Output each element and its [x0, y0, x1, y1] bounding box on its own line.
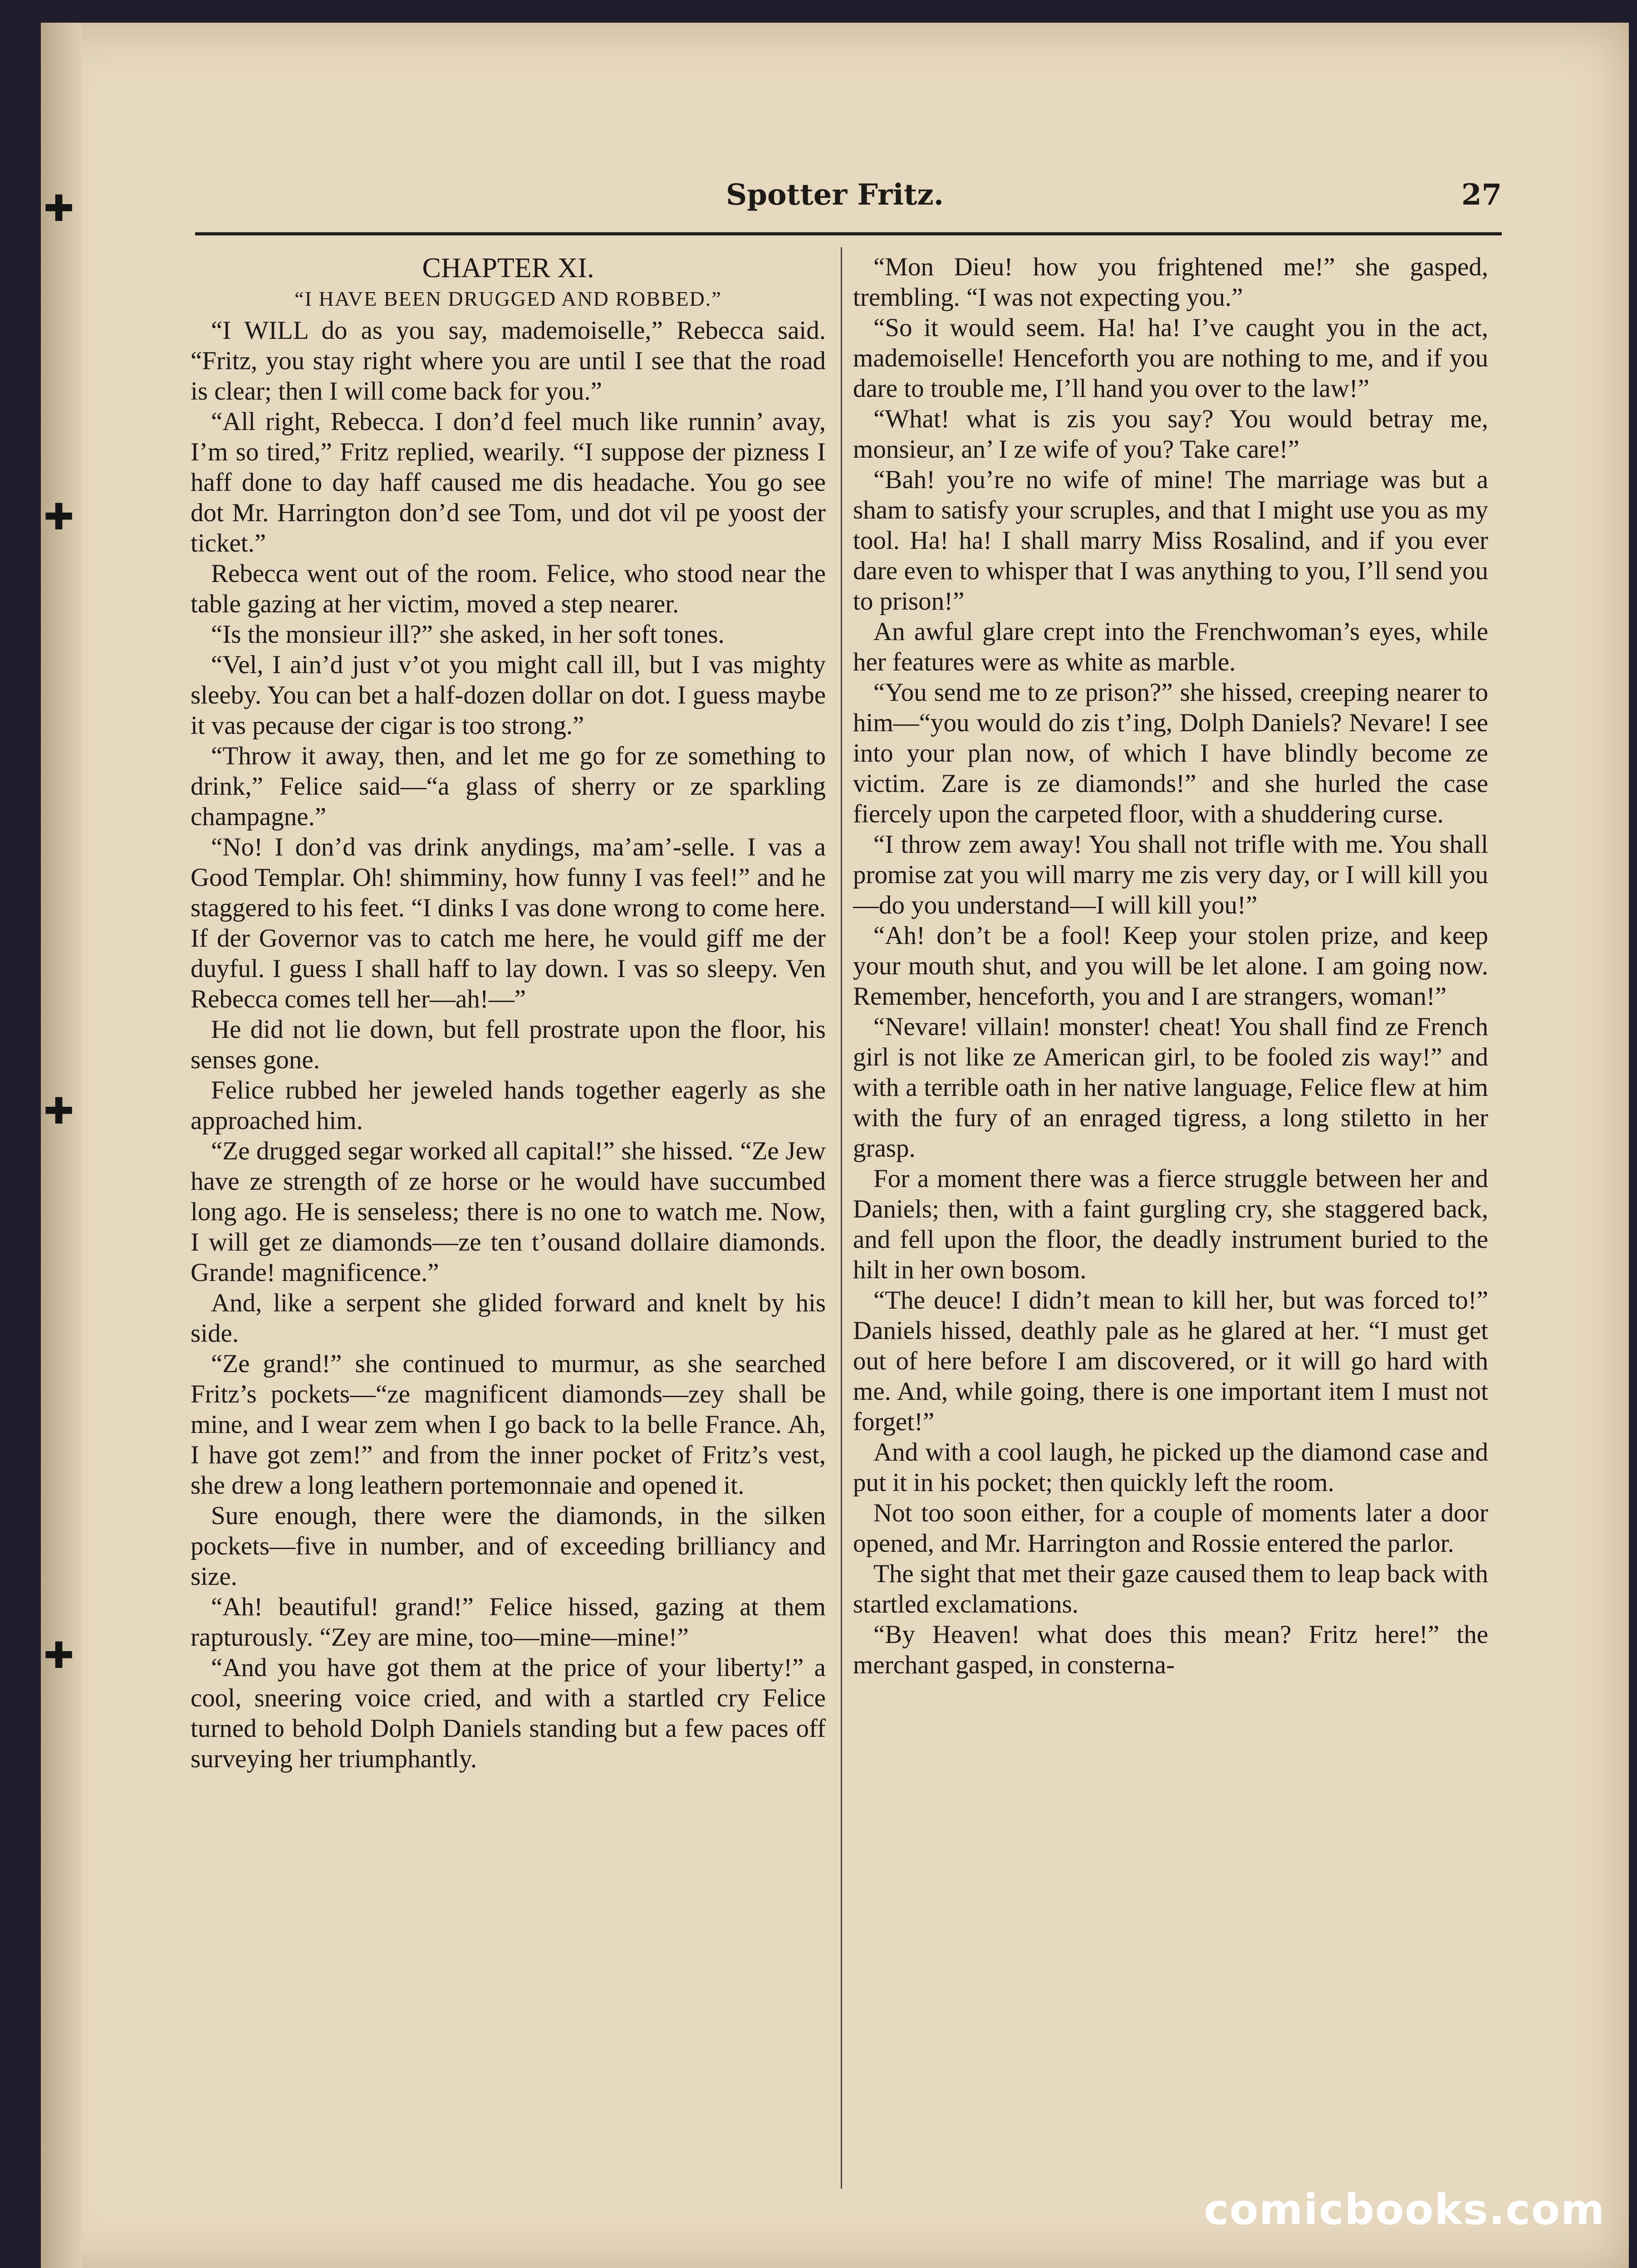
paragraph: “Is the monsieur ill?” she asked, in her soft tones.: [211, 620, 725, 649]
paragraph: “I throw zem away! You shall not trifle with me. You shall promise zat you will marry me zis very day, or I will kill you—do you understand—I will kill you!”: [853, 830, 1488, 919]
paragraph: “No! I don’d vas drink anydings, ma’am’-selle. I vas a Good Templar. Oh! shimminy, how funny I vas feel!” and he staggered to his feet. “I dinks I vas done wrong to come here. If der Governor vas to catch me here, he vould giff me der duyful. I guess I shall haff to lay down. I vas so sleepy. Ven Rebecca comes tell her—ah!—”: [191, 833, 826, 1013]
paragraph: “The deuce! I didn’t mean to kill her, but was forced to!” Daniels hissed, deathly pale as he glared at her. “I must get out of here before I am discovered, or it will go hard with me. And, while going, there is one important item I must not forget!”: [853, 1286, 1488, 1436]
right-paragraphs: [853, 252, 1488, 1680]
book-page: [41, 23, 1629, 2268]
left-column: [191, 252, 826, 2180]
paragraph: And, like a serpent she glided forward and knelt by his side.: [191, 1289, 826, 1348]
paragraph: “So it would seem. Ha! ha! I’ve caught you in the act, mademoiselle! Henceforth you are nothing to me, and if you dare to trouble me, I’ll hand you over to the law!”: [853, 313, 1488, 403]
page-number: 27: [1461, 178, 1502, 212]
paragraph: “I WILL do as you say, mademoiselle,” Rebecca said. “Fritz, you stay right where you are until I see that the road is clear; then I will come back for you.”: [191, 316, 826, 406]
binding-stitch-icon: ✚: [44, 1090, 74, 1132]
paragraph: Sure enough, there were the diamonds, in the silken pockets—five in number, and of exceeding brilliancy and size.: [191, 1501, 826, 1591]
chapter-title: CHAPTER XI.: [422, 253, 594, 284]
paragraph: For a moment there was a fierce struggle between her and Daniels; then, with a faint gurgling cry, she staggered back, and fell upon the floor, the deadly instrument buried to the hilt in her own bosom.: [853, 1164, 1488, 1284]
paragraph: He did not lie down, but fell prostrate upon the floor, his senses gone.: [191, 1015, 826, 1074]
paragraph: “By Heaven! what does this mean? Fritz here!” the merchant gasped, in consterna-: [853, 1620, 1488, 1679]
paragraph: “What! what is zis you say? You would betray me, monsieur, an’ I ze wife of you? Take care!”: [853, 405, 1488, 464]
binding-stitch-icon: ✚: [44, 1634, 74, 1677]
right-column: [853, 252, 1488, 2180]
left-paragraphs: [191, 315, 826, 1774]
paragraph: And with a cool laugh, he picked up the diamond case and put it in his pocket; then quickly left the room.: [853, 1438, 1488, 1497]
running-header: [195, 172, 1502, 227]
paragraph: Rebecca went out of the room. Felice, who stood near the table gazing at her victim, moved a step nearer.: [191, 559, 826, 618]
paragraph: “Bah! you’re no wife of mine! The marriage was but a sham to satisfy your scruples, and that I might use you as my tool. Ha! ha! I shall marry Miss Rosalind, and if you ever dare even to whisper that I was anything to you, I’ll send you to prison!”: [853, 465, 1488, 616]
paragraph: “Ah! beautiful! grand!” Felice hissed, gazing at them rapturously. “Zey are mine, too—mine—mine!”: [191, 1593, 826, 1652]
paragraph: “Mon Dieu! how you frightened me!” she gasped, trembling. “I was not expecting you.”: [853, 253, 1488, 312]
paragraph: “All right, Rebecca. I don’d feel much like runnin’ avay, I’m so tired,” Fritz replied, wearily. “I suppose der pizness I haff done to day haff caused me dis headache. You go see dot Mr. Harrington don’d see Tom, und dot vil pe yoost der ticket.”: [191, 407, 826, 557]
paragraph: “Ah! don’t be a fool! Keep your stolen prize, and keep your mouth shut, and you will be let alone. I am going now. Remember, henceforth, you and I are strangers, woman!”: [853, 921, 1488, 1011]
paragraph: “You send me to ze prison?” she hissed, creeping nearer to him—“you would do zis t’ing, Dolph Daniels? Nevare! I see into your plan now, of which I have blindly become ze victim. Zare is ze diamonds!” and she hurled the case fiercely upon the carpeted floor, with a shuddering curse.: [853, 678, 1488, 828]
paragraph: “Vel, I ain’d just v’ot you might call ill, but I vas mighty sleeby. You can bet a half-dozen dollar on dot. I guess maybe it vas pecause der cigar is too strong.”: [191, 650, 826, 740]
paragraph: “Ze grand!” she continued to murmur, as she searched Fritz’s pockets—“ze magnificent diamonds—zey shall be mine, and I wear zem when I go back to la belle France. Ah, I have got zem!” and from the inner pocket of Fritz’s vest, she drew a long leathern portemonnaie and opened it.: [191, 1349, 826, 1500]
column-divider: [841, 247, 842, 2189]
paragraph: “And you have got them at the price of your liberty!” a cool, sneering voice cried, and with a startled cry Felice turned to behold Dolph Daniels standing but a few paces off surveying her triumphantly.: [191, 1653, 826, 1773]
chapter-subtitle: “I HAVE BEEN DRUGGED AND ROBBED.”: [294, 287, 722, 310]
binding-stitch-icon: ✚: [44, 496, 74, 538]
header-rule: [195, 232, 1502, 235]
paragraph: Not too soon either, for a couple of moments later a door opened, and Mr. Harrington and Rossie entered the parlor.: [853, 1499, 1488, 1558]
page-spine: [41, 23, 82, 2268]
paragraph: An awful glare crept into the Frenchwoman’s eyes, while her features were as white as marble.: [853, 617, 1488, 676]
paragraph: “Ze drugged segar worked all capital!” she hissed. “Ze Jew have ze strength of ze horse or he would have succumbed long ago. He is senseless; there is no one to watch me. Now, I will get ze diamonds—ze ten t’ousand dollaire diamonds. Grande! magnificence.”: [191, 1137, 826, 1287]
running-title: Spotter Fritz.: [726, 178, 944, 212]
paragraph: Felice rubbed her jeweled hands together eagerly as she approached him.: [191, 1076, 826, 1135]
paragraph: The sight that met their gaze caused them to leap back with startled exclamations.: [853, 1559, 1488, 1618]
binding-stitch-icon: ✚: [44, 187, 74, 230]
paragraph: “Throw it away, then, and let me go for ze something to drink,” Felice said—“a glass of sherry or ze sparkling champagne.”: [191, 742, 826, 831]
watermark: comicbooks.com: [1204, 2185, 1605, 2234]
paragraph: “Nevare! villain! monster! cheat! You shall find ze French girl is not like ze American girl, to be fooled zis way!” and with a terrible oath in her native language, Felice flew at him with the fury of an enraged tigress, a long stiletto in her grasp.: [853, 1012, 1488, 1163]
